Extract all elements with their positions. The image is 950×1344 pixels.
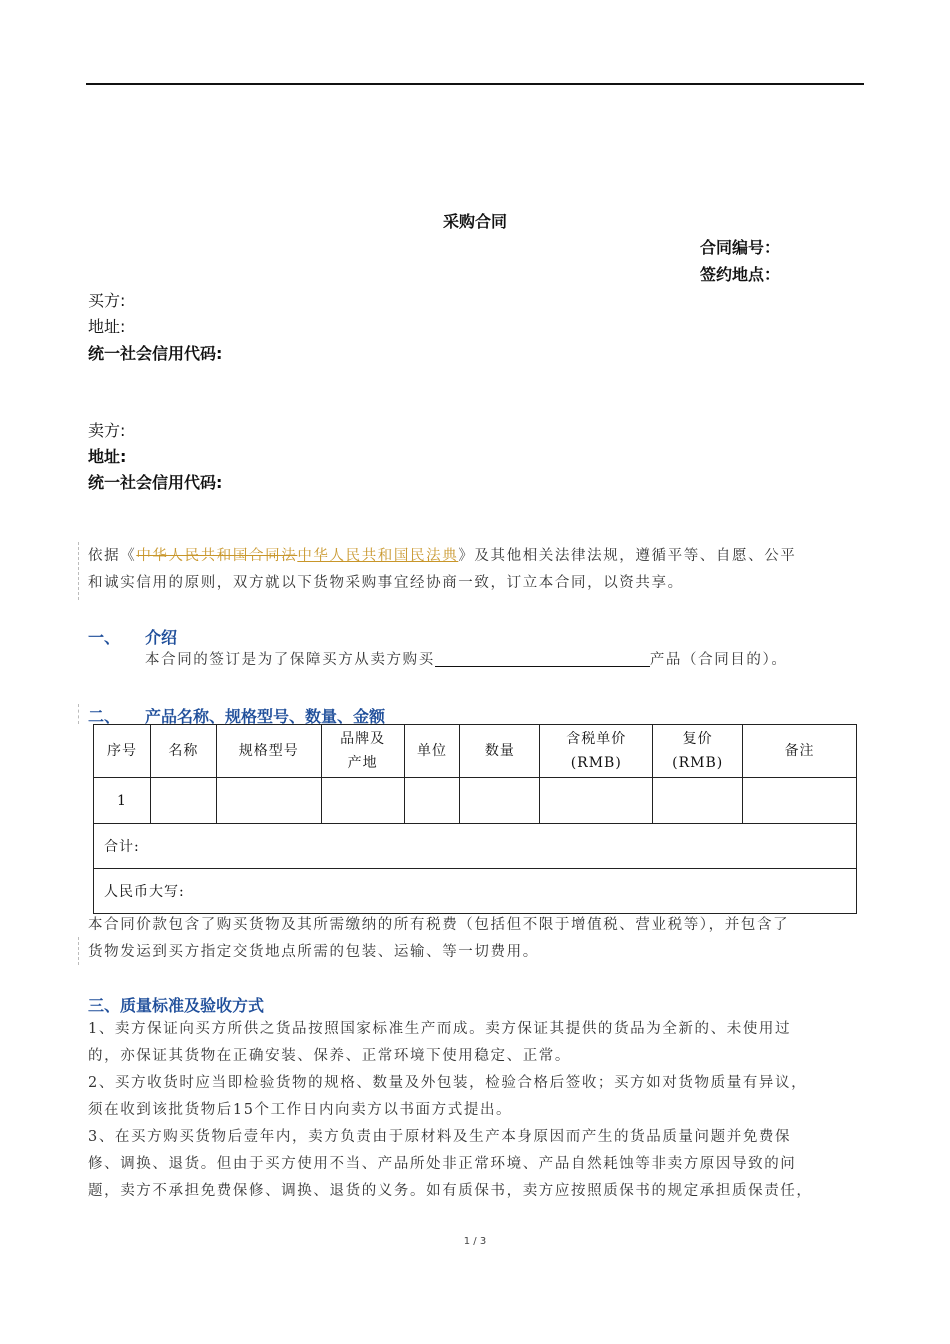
section-3-title: 三、质量标准及验收方式 [88,996,265,1015]
col-seq: 序号 [94,725,151,778]
product-table [93,724,857,914]
buyer-label: 买方: [88,291,126,310]
inserted-law-name: 中华人民共和国民法典 [297,548,459,564]
col-qty: 数量 [460,725,540,778]
intro-prefix: 依据《 [88,548,137,564]
sign-place-label: 签约地点： [700,265,781,284]
product-blank-field [435,650,650,667]
intro-paragraph [88,543,860,597]
section-2-number: 二、 [88,707,121,726]
deleted-law-name: 中华人民共和国合同法 [136,548,298,564]
total-label: 合计: [94,824,857,869]
col-remark: 备注 [743,725,857,778]
page-number: 1 / 3 [463,1236,487,1247]
section-1-text-after: 产品（合同目的）。 [649,652,788,668]
col-name: 名称 [150,725,216,778]
col-total-price: 复价 (RMB) [653,725,743,778]
total-row [94,824,857,869]
col-brand: 品牌及 产地 [321,725,404,778]
section-2-title: 产品名称、规格型号、数量、金额 [145,707,386,726]
section-1-number: 一、 [88,628,121,647]
table-row [94,778,857,824]
revision-marker [78,542,79,600]
revision-marker-2 [78,704,79,724]
col-spec: 规格型号 [216,725,321,778]
col-unit-price: 含税单价 (RMB) [540,725,653,778]
table-header-row [94,725,857,778]
header-rule [86,83,864,85]
price-note: 本合同价款包含了购买货物及其所需缴纳的所有税费（包括但不限于增值税、营业税等），并包含了 货物发运到买方指定交货地点所需的包装、运输、等一切费用。 [88,917,790,960]
section-1-text-before: 本合同的签订是为了保障买方从卖方购买 [145,652,435,668]
buyer-credit-code-label: 统一社会信用代码: [88,344,223,363]
intro-line-2: 和诚实信用的原则，双方就以下货物采购事宜经协商一致，订立本合同，以资共享。 [88,575,684,591]
section-3-body: 1、卖方保证向买方所供之货品按照国家标准生产而成。卖方保证其提供的货品为全新的、未使用过 的，亦保证其货物在正确安装、保养、正常环境下使用稳定、正常。 2、买方收货时应当即检验货物的规格、数量及外包装，检验合格后签收；买方如对货物质量有异议， 须在收到该批货物后15个工作日内向卖方以书面方式提出。 3、在买方购买货物后壹年内，卖方负责由于原材料及生产本身原因而产生的货品质量问题并免费保 修、调换、退货。但由于买方使用不当、产品所处非正常环境、产品自然耗蚀等非卖方原因导致的问 题，卖方不承担免费保修、调换、退货的义务。如有质保书，卖方应按照质保书的规定承担质保责任， [88,1021,813,1199]
document-title: 采购合同 [442,212,507,231]
seller-credit-code-label: 统一社会信用代码: [88,473,223,492]
seller-label: 卖方: [88,421,126,440]
intro-suffix: 》及其他相关法律法规，遵循平等、自愿、公平 [458,548,797,564]
revision-marker-3 [78,937,79,965]
section-1-text [145,647,860,674]
contract-number-label: 合同编号： [700,238,781,257]
row-seq: 1 [94,778,151,824]
buyer-address-label: 地址: [88,317,126,336]
seller-address-label: 地址: [88,447,127,466]
rmb-label: 人民币大写: [94,869,857,914]
section-1-title: 介绍 [145,628,178,647]
rmb-row [94,869,857,914]
col-unit: 单位 [404,725,460,778]
